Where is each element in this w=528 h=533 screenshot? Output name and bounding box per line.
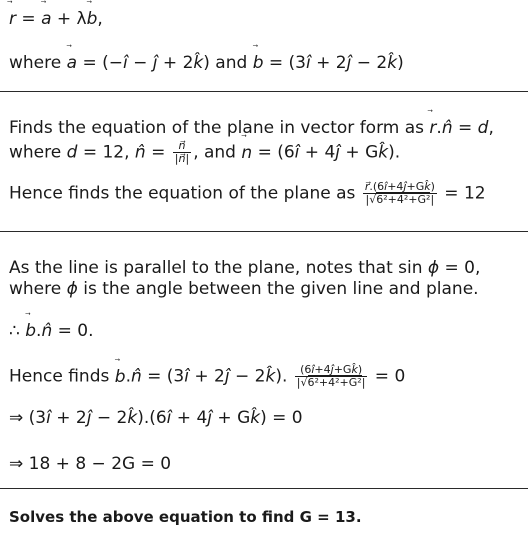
equation-line-11: ⇒ 18 + 8 − 2G = 0 bbox=[9, 454, 172, 474]
equation-line-10: ⇒ (3î + 2ĵ − 2k̂).(6î + 4ĵ + Gk̂) = 0 bbox=[9, 408, 303, 428]
divider-3 bbox=[0, 488, 528, 489]
conclusion-text: Solves the above equation to find G = 13. bbox=[9, 508, 362, 526]
equation-line-7: where ϕ is the angle between the given line and plane. bbox=[9, 279, 479, 299]
divider-1 bbox=[0, 91, 528, 92]
plane-equation-fraction: $\frac{r⃗.(6î+4ĵ+Gk̂)}{\text{|√6²+4²+G²|}}$ bbox=[364, 180, 435, 206]
equation-line-3: Finds the equation of the plane in vector form as r .n̂ = d, bbox=[9, 118, 494, 138]
equation-line-2: where a = (−î − ĵ + 2k̂) and b = (3î + 2ĵ − 2k̂) bbox=[9, 53, 404, 73]
equation-line-6: As the line is parallel to the plane, notes that sin ϕ = 0, bbox=[9, 258, 481, 278]
equation-line-4: where d = 12, n̂ = $\frac{n⃗}{|n⃗|}$ , and n = (6î + 4ĵ + Gk̂). bbox=[9, 139, 401, 165]
equation-line-9: Hence finds b .n̂ = (3î + 2ĵ − 2k̂). $\frac{(6î+4ĵ+Gk̂)}{\text{|√6²+4²+G²|}}$ = 0 bbox=[9, 363, 406, 389]
equation-line-5: Hence finds the equation of the plane as $\frac{r⃗.(6î+4ĵ+Gk̂)}{\text{|√6²+4²+G²|}}$ = 12 bbox=[9, 180, 486, 206]
divider-2 bbox=[0, 231, 528, 232]
equation-line-1: r = a + λb , bbox=[9, 9, 103, 29]
normal-unit-fraction: $\frac{n⃗}{|n⃗|}$ bbox=[174, 139, 190, 165]
equation-line-8: ∴ b .n̂ = 0. bbox=[9, 321, 94, 341]
dot-product-fraction: $\frac{(6î+4ĵ+Gk̂)}{\text{|√6²+4²+G²|}}$ bbox=[296, 363, 366, 389]
